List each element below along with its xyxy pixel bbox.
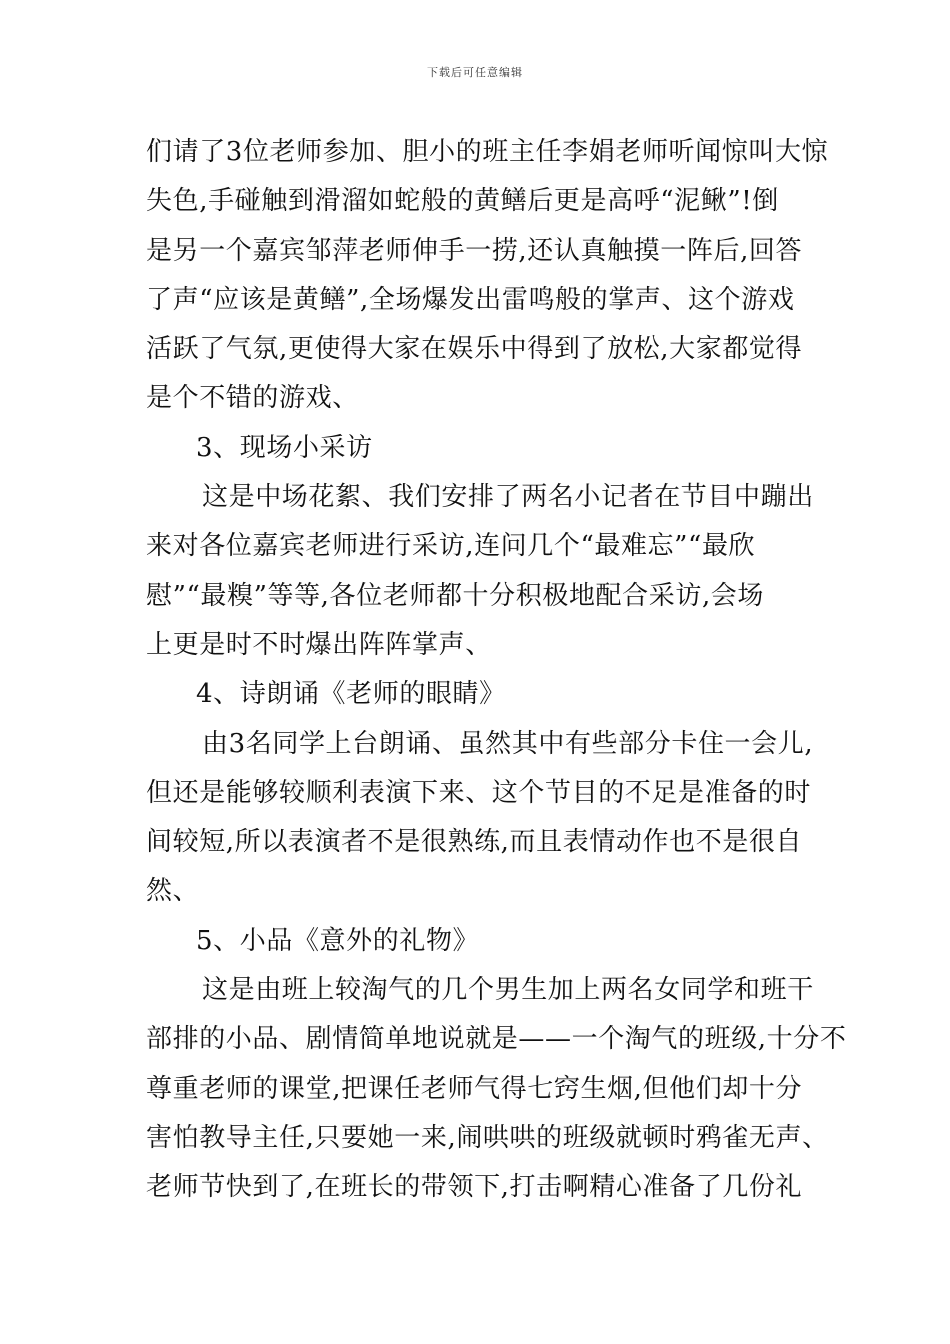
- text-line: 来对各位嘉宾老师进行采访,连问几个“最难忘”“最欣: [146, 531, 756, 562]
- text-line: 间较短,所以表演者不是很熟练,而且表情动作也不是很自: [146, 827, 803, 858]
- text-line: 老师节快到了,在班长的带领下,打击啊精心准备了几份礼: [146, 1172, 803, 1203]
- text-line: 们请了3位老师参加、胆小的班主任李娟老师听闻惊叫大惊: [146, 137, 829, 167]
- page-header: 下载后可任意编辑: [427, 66, 523, 79]
- text-line: 然、: [146, 876, 200, 907]
- text-line: 活跃了气氛,更使得大家在娱乐中得到了放松,大家都觉得: [146, 334, 803, 365]
- section-heading: 4、诗朗诵《老师的眼睛》: [196, 679, 506, 710]
- section-heading: 3、现场小采访: [196, 432, 373, 463]
- text-line: 上更是时不时爆出阵阵掌声、: [146, 629, 492, 660]
- paragraph-start-line: 这是中场花絮、我们安排了两名小记者在节目中蹦出: [202, 482, 814, 513]
- paragraph-start-line: 由3名同学上台朗诵、虽然其中有些部分卡住一会儿,: [202, 728, 814, 759]
- text-line: 是个不错的游戏、: [146, 383, 359, 414]
- text-line: 但还是能够较顺利表演下来、这个节目的不足是准备的时: [146, 777, 812, 808]
- body-text: [146, 128, 847, 1213]
- text-line: 害怕教导主任,只要她一来,闹哄哄的班级就顿时鸦雀无声、: [146, 1122, 829, 1153]
- text-line: 尊重老师的课堂,把课任老师气得七窍生烟,但他们却十分: [146, 1073, 803, 1104]
- text-line: 了声“应该是黄鳝”,全场爆发出雷鸣般的掌声、这个游戏: [146, 284, 795, 315]
- text-line: 部排的小品、剧情简单地说就是——一个淘气的班级,十分不: [146, 1024, 847, 1055]
- section-heading: 5、小品《意外的礼物》: [196, 925, 480, 956]
- text-line: 失色,手碰触到滑溜如蛇般的黄鳝后更是高呼“泥鳅”!倒: [146, 186, 779, 217]
- text-line: 是另一个嘉宾邹萍老师伸手一捞,还认真触摸一阵后,回答: [146, 235, 803, 266]
- paragraph-start-line: 这是由班上较淘气的几个男生加上两名女同学和班干: [202, 975, 814, 1006]
- text-line: 慰”“最糗”等等,各位老师都十分积极地配合采访,会场: [146, 580, 765, 611]
